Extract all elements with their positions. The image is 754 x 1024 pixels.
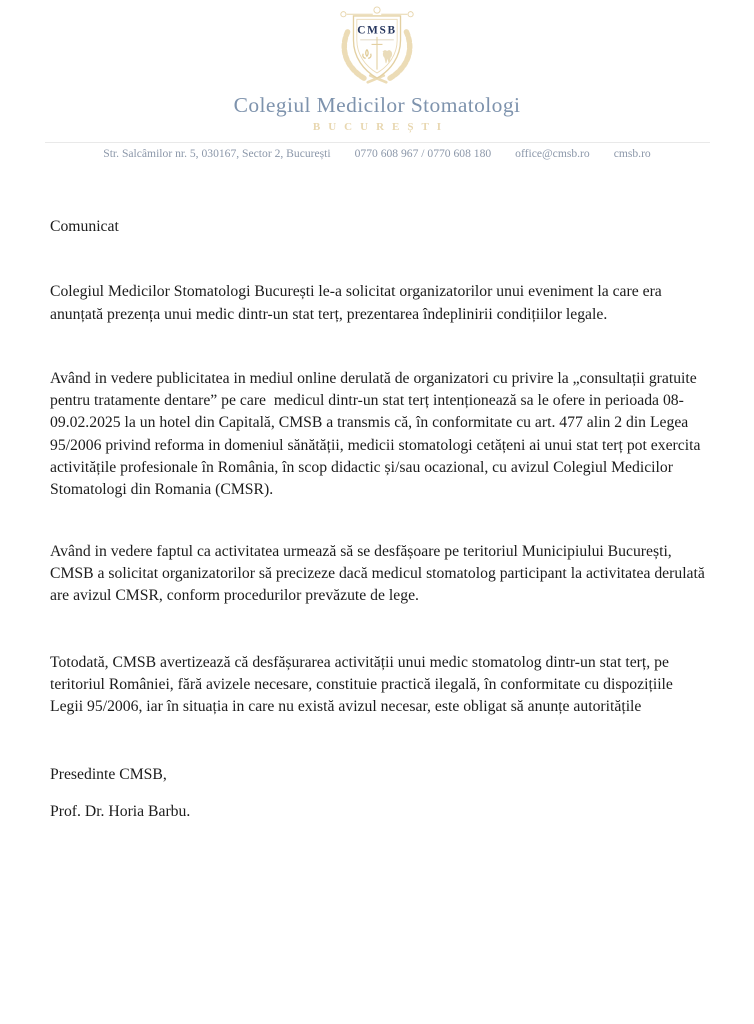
org-title: Colegiul Medicilor Stomatologi [233,93,521,117]
paragraph-2: Având in vedere publicitatea in mediul online derulată de organizatori cu privire la „consultații gratuite pentru tratamente dentare” pe care medicul dintr-un stat terț intenționează sa le ofere in perioada 08-09.02.2025 la un hotel din Capitală, CMSB a transmis că, în conformitate cu art. 477 alin 2 din Legea 95/2006 privind reforma in domeniul sănătății, medicii stomatologi cetățeni ai unui stat terț pot exercita activitățile profesionale în România, în scop didactic și/sau ocazional, cu avizul Colegiul Medicilor Stomatologi din Romania (CMSR). [50,369,705,499]
contact-row [0,147,754,160]
org-subtitle: BUCUREȘTI [312,121,450,133]
cmsb-crest-logo [325,5,429,89]
contact-email: office@cmsb.ro [515,147,590,160]
signature-role: Presedinte CMSB, [50,766,167,784]
paragraph-4: Totodată, CMSB avertizează că desfășurarea activității unui medic stomatolog dintr-un stat terț, pe teritoriul României, fără avizele necesare, constituie practică ilegală, în conformitate cu dispozițiile Legii 95/2006, iar în situația in care nu există avizul necesar, este obligat să anunțe autoritățile [50,653,677,716]
document-title: Comunicat [50,218,119,235]
letter-body [0,160,754,823]
header-divider [45,142,710,143]
contact-phones: 0770 608 967 / 0770 608 180 [354,147,492,160]
letterhead [0,0,754,160]
contact-address: Str. Salcâmilor nr. 5, 030167, Sector 2, București [103,147,331,160]
paragraph-1: Colegiul Medicilor Stomatologi București le-a solicitat organizatorilor unui eveniment la care era anunțată prezența unui medic dintr-un stat terț, prezentarea îndeplinirii condițiilor legale. [50,283,666,323]
signature-name: Prof. Dr. Horia Barbu. [50,802,191,820]
crest-monogram: CMSB [357,24,397,37]
paragraph-3: Având in vedere faptul ca activitatea urmează să se desfășoare pe teritoriul Municipiului București, CMSB a solicitat organizatorilor să precizeze dacă medicul stomatolog participant la activitatea derulată are avizul CMSR, conform procedurilor prevăzute de lege. [50,542,709,605]
contact-website: cmsb.ro [613,147,651,160]
